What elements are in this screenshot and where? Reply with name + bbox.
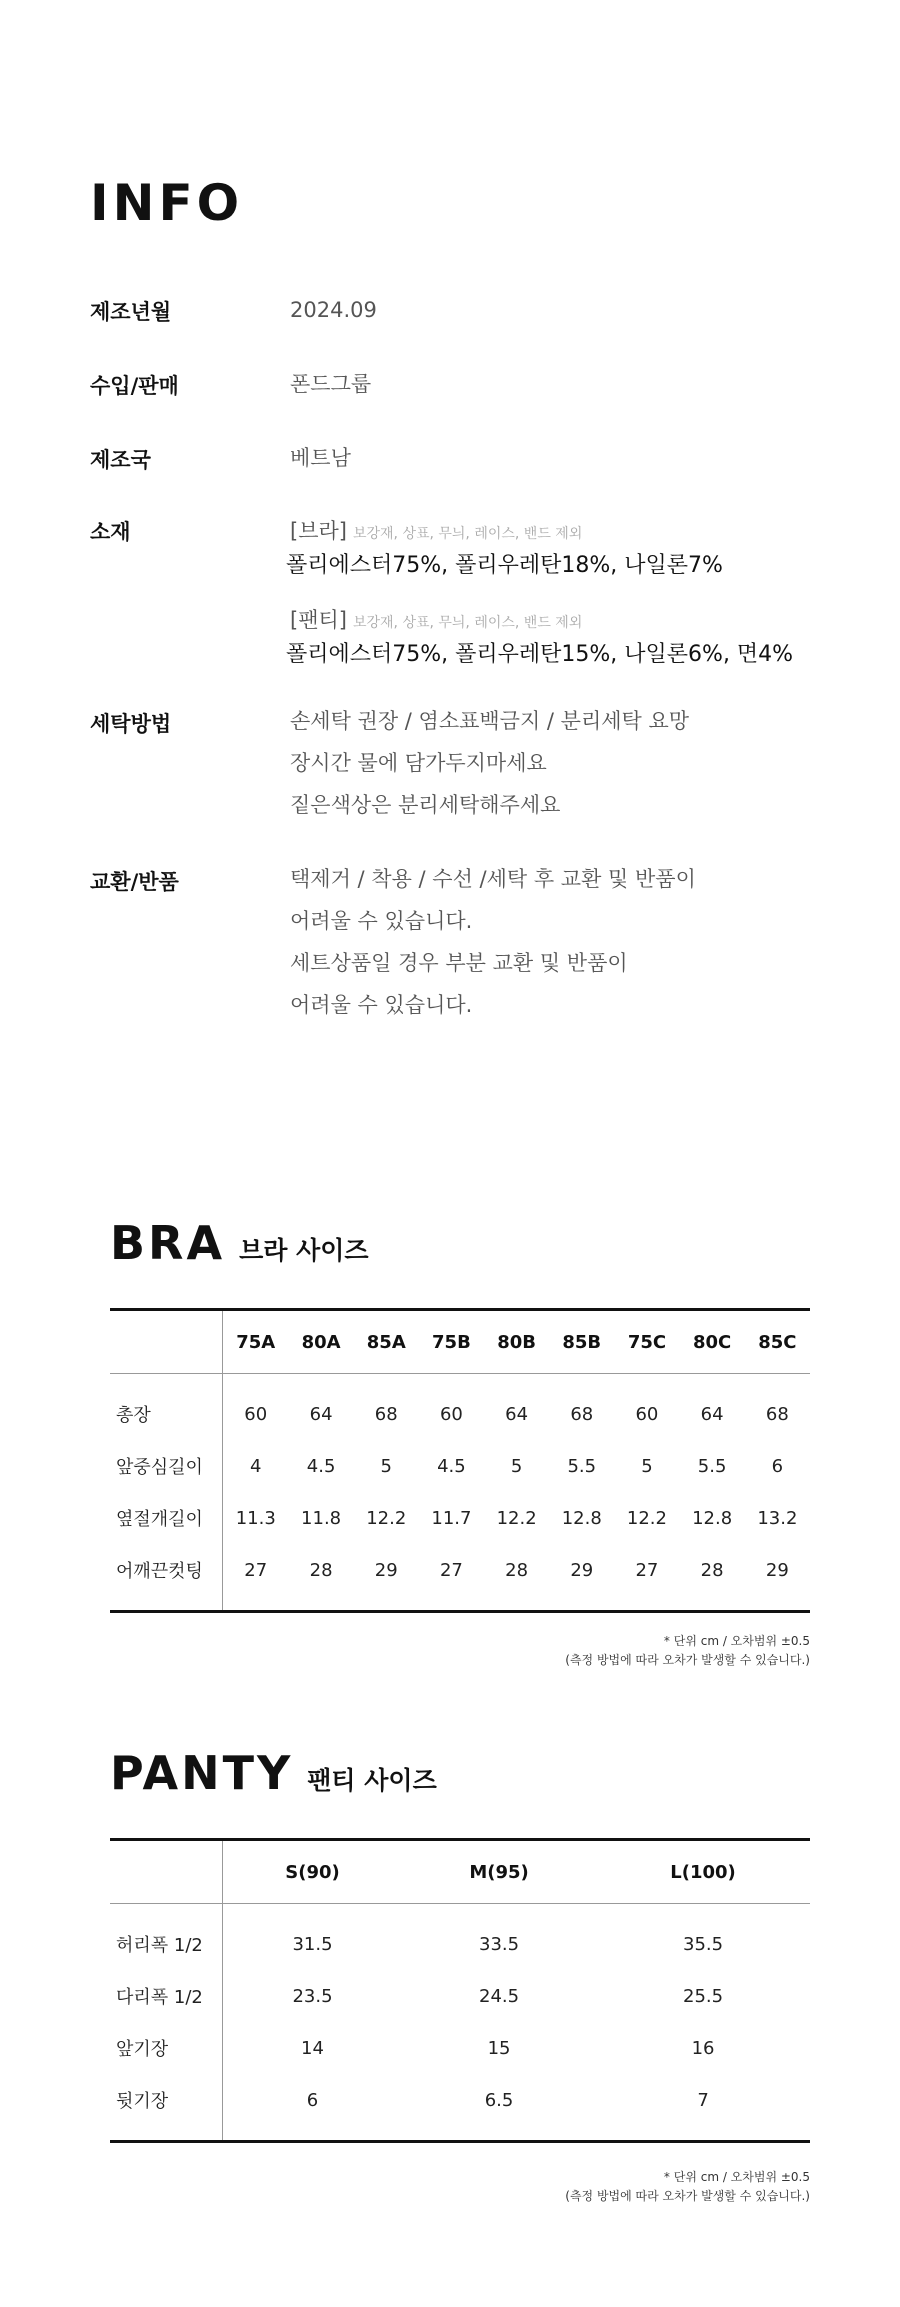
manufacture-date-value: 2024.09 <box>290 298 377 322</box>
panty-size-title <box>110 1746 437 1800</box>
row-label: 허리폭 1/2 <box>110 1904 223 1971</box>
panty-size-table <box>110 1838 810 2143</box>
importer-label: 수입/판매 <box>90 374 179 398</box>
bra-col-header: 85B <box>549 1310 614 1374</box>
table-cell: 13.2 <box>757 1507 798 1529</box>
table-cell: 33.5 <box>479 1933 520 1955</box>
table-cell: 68 <box>374 1403 398 1425</box>
bra-title: BRA <box>110 1216 226 1270</box>
table-cell: 14 <box>301 2037 324 2059</box>
table-cell: 23.5 <box>292 1985 333 2007</box>
panty-subtitle: 팬티 사이즈 <box>307 1766 437 1795</box>
table-cell: 27 <box>635 1559 659 1581</box>
table-row <box>110 2022 810 2074</box>
panty-col-header: M(95) <box>402 1840 596 1904</box>
panty-header-row <box>110 1840 810 1904</box>
material-label: 소재 <box>90 520 131 544</box>
bra-subtitle: 브라 사이즈 <box>239 1236 369 1265</box>
material-bra-exclusion: 보강재, 상표, 무늬, 레이스, 밴드 제외 <box>352 526 583 542</box>
material-bra-composition: 폴리에스터75%, 폴리우레탄18%, 나일론7% <box>286 553 723 578</box>
exchange-line: 어려울 수 있습니다. <box>290 909 473 933</box>
washing-value <box>290 700 689 826</box>
table-cell: 27 <box>244 1559 268 1581</box>
table-cell: 12.2 <box>496 1507 537 1529</box>
table-cell: 27 <box>439 1559 463 1581</box>
table-cell: 4.5 <box>306 1455 336 1477</box>
table-cell: 60 <box>244 1403 268 1425</box>
material-panty-exclusion: 보강재, 상표, 무늬, 레이스, 밴드 제외 <box>352 615 583 631</box>
table-cell: 11.8 <box>301 1507 342 1529</box>
bra-col-header: 80A <box>289 1310 354 1374</box>
table-cell: 12.8 <box>692 1507 733 1529</box>
table-cell: 29 <box>765 1559 789 1581</box>
note-line: (측정 방법에 따라 오차가 발생할 수 있습니다.) <box>565 2189 810 2203</box>
table-row <box>110 1492 810 1544</box>
bra-corner-cell <box>110 1310 223 1374</box>
material-value <box>286 516 794 694</box>
manufacture-date-label: 제조년월 <box>90 300 172 324</box>
table-cell: 12.2 <box>626 1507 667 1529</box>
bra-col-header: 85C <box>745 1310 810 1374</box>
table-cell: 68 <box>570 1403 594 1425</box>
table-cell: 24.5 <box>479 1985 520 2007</box>
row-label: 어깨끈컷팅 <box>110 1544 223 1612</box>
bra-size-note <box>565 1632 810 1670</box>
table-row <box>110 1970 810 2022</box>
table-row <box>110 1374 810 1441</box>
bra-col-header: 85A <box>354 1310 419 1374</box>
origin-value: 베트남 <box>290 446 351 470</box>
table-cell: 60 <box>635 1403 659 1425</box>
table-cell: 16 <box>691 2037 715 2059</box>
material-panty-composition: 폴리에스터75%, 폴리우레탄15%, 나일론6%, 면4% <box>286 642 794 667</box>
washing-line: 손세탁 권장 / 염소표백금지 / 분리세탁 요망 <box>290 709 690 733</box>
table-cell: 28 <box>309 1559 333 1581</box>
bra-header-row <box>110 1310 810 1374</box>
origin-label: 제조국 <box>90 448 151 472</box>
table-row <box>110 1904 810 1971</box>
table-cell: 12.8 <box>561 1507 602 1529</box>
table-cell: 5 <box>380 1455 392 1477</box>
table-cell: 64 <box>700 1403 724 1425</box>
table-cell: 7 <box>697 2089 709 2111</box>
table-cell: 31.5 <box>292 1933 333 1955</box>
table-cell: 4 <box>250 1455 262 1477</box>
importer-value: 폰드그룹 <box>290 372 372 396</box>
bra-col-header: 75A <box>223 1310 289 1374</box>
note-line: * 단위 cm / 오차범위 ±0.5 <box>663 2170 810 2184</box>
table-cell: 25.5 <box>683 1985 724 2007</box>
table-cell: 5 <box>510 1455 523 1477</box>
table-cell: 64 <box>505 1403 529 1425</box>
washing-label: 세탁방법 <box>90 712 172 736</box>
exchange-line: 어려울 수 있습니다. <box>290 993 473 1017</box>
row-label: 앞기장 <box>110 2022 223 2074</box>
table-cell: 28 <box>700 1559 724 1581</box>
panty-corner-cell <box>110 1840 223 1904</box>
table-cell: 64 <box>309 1403 333 1425</box>
table-cell: 28 <box>505 1559 529 1581</box>
note-line: (측정 방법에 따라 오차가 발생할 수 있습니다.) <box>565 1653 810 1667</box>
panty-col-header: S(90) <box>223 1840 403 1904</box>
material-panty <box>286 605 794 672</box>
bra-col-header: 75C <box>614 1310 679 1374</box>
panty-col-header: L(100) <box>596 1840 810 1904</box>
row-label: 다리폭 1/2 <box>110 1970 223 2022</box>
table-cell: 35.5 <box>683 1933 724 1955</box>
bra-col-header: 75B <box>419 1310 484 1374</box>
table-cell: 5.5 <box>697 1455 727 1477</box>
table-cell: 29 <box>570 1559 594 1581</box>
table-cell: 6 <box>306 2089 319 2111</box>
table-cell: 5 <box>641 1455 653 1477</box>
row-label: 앞중심길이 <box>110 1440 223 1492</box>
bra-col-header: 80C <box>680 1310 745 1374</box>
bra-size-table <box>110 1308 810 1613</box>
table-cell: 11.7 <box>431 1507 472 1529</box>
panty-title: PANTY <box>110 1746 294 1800</box>
table-cell: 12.2 <box>366 1507 407 1529</box>
info-title: INFO <box>90 174 244 232</box>
table-cell: 6 <box>771 1455 784 1477</box>
material-bra <box>286 516 793 583</box>
table-row <box>110 1440 810 1492</box>
exchange-line: 택제거 / 착용 / 수선 /세탁 후 교환 및 반품이 <box>290 867 696 891</box>
note-line: * 단위 cm / 오차범위 ±0.5 <box>663 1634 810 1648</box>
bra-col-header: 80B <box>484 1310 549 1374</box>
table-cell: 29 <box>374 1559 398 1581</box>
exchange-label: 교환/반품 <box>90 870 179 894</box>
table-cell: 60 <box>439 1403 463 1425</box>
washing-line: 장시간 물에 담가두지마세요 <box>290 751 547 775</box>
row-label: 총장 <box>110 1374 223 1441</box>
table-cell: 6.5 <box>484 2089 514 2111</box>
table-row <box>110 1544 810 1612</box>
material-panty-tag: [팬티] <box>290 608 347 632</box>
table-cell: 4.5 <box>437 1455 466 1477</box>
table-cell: 15 <box>487 2037 511 2059</box>
panty-size-note <box>565 2168 810 2206</box>
exchange-line: 세트상품일 경우 부분 교환 및 반품이 <box>290 951 628 975</box>
table-row <box>110 2074 810 2142</box>
exchange-value <box>290 858 696 1026</box>
row-label: 뒷기장 <box>110 2074 223 2142</box>
table-cell: 11.3 <box>235 1507 276 1529</box>
table-cell: 5.5 <box>567 1455 597 1477</box>
table-cell: 68 <box>765 1403 789 1425</box>
row-label: 옆절개길이 <box>110 1492 223 1544</box>
washing-line: 짙은색상은 분리세탁해주세요 <box>290 793 561 817</box>
bra-size-title <box>110 1216 369 1270</box>
material-bra-tag: [브라] <box>290 519 347 543</box>
